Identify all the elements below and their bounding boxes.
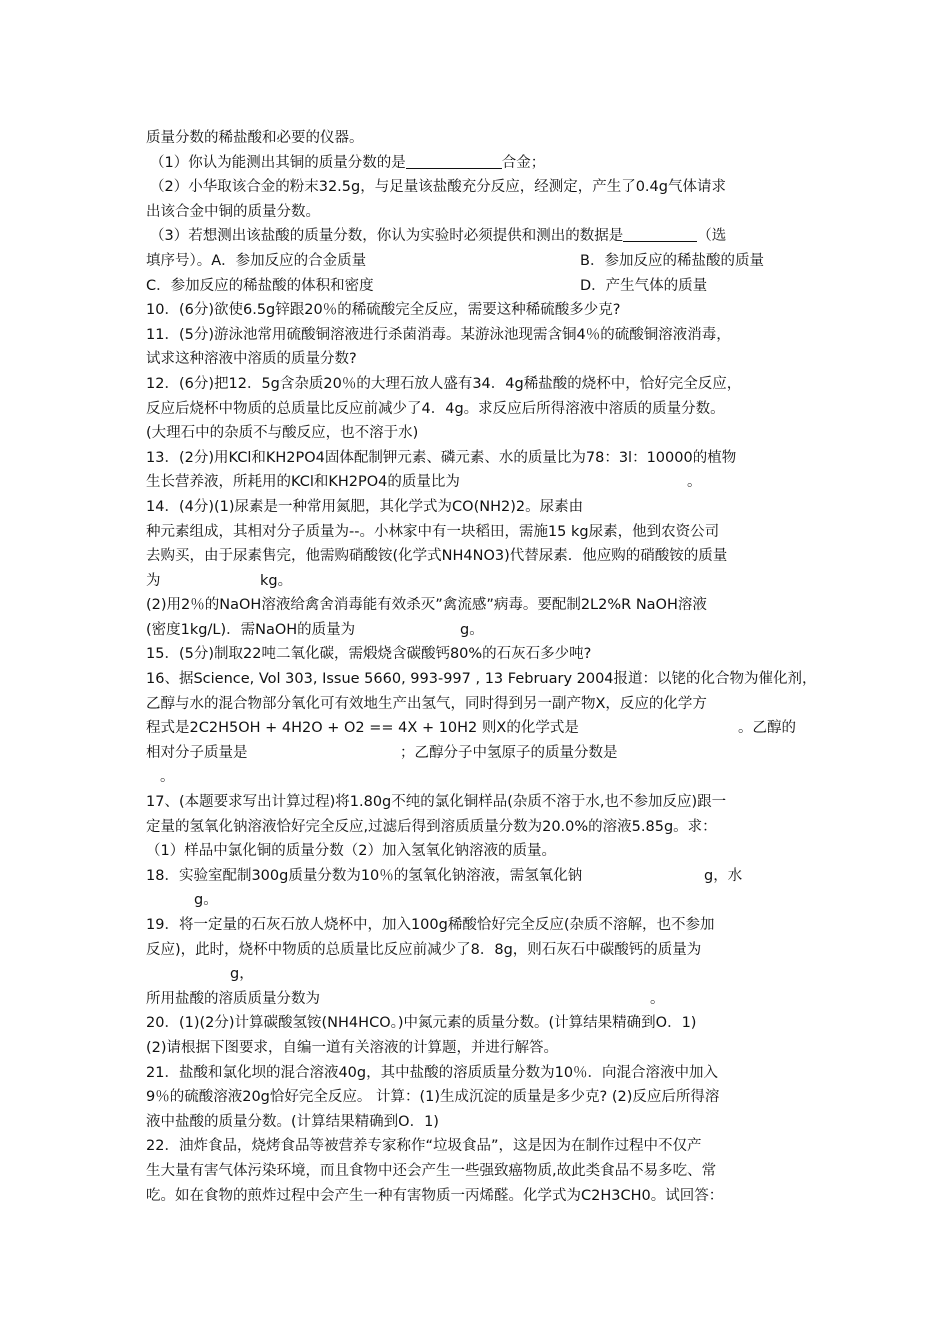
text-line: 。 xyxy=(160,769,175,786)
answer-blank xyxy=(406,152,502,169)
text-line: （2）小华取该合金的粉末32.5g，与足量该盐酸充分反应，经测定，产生了0.4g气体请求 xyxy=(150,179,726,196)
text-line: 20．(1)(2分)计算碳酸氢铵(NH4HCO。)中氮元素的质量分数。(计算结果精确到O．1) xyxy=(146,1015,697,1032)
text-line: 定量的氢氧化钠溶液恰好完全反应,过滤后得到溶质质量分数为20.0%的溶液5.85g。求： xyxy=(146,818,717,835)
text-line: 种元素组成，其相对分子质量为--。小林家中有一块稻田，需施15 kg尿素，他到农资公司 xyxy=(146,523,720,540)
text-line: 16、据Science, Vol 303, Issue 5660, 993-997 , 13 February 2004报道：以铑的化合物为催化剂， xyxy=(146,671,817,688)
text-line: g， xyxy=(230,966,254,983)
text-line: 相对分子质量是 ；乙醇分子中氢原子的质量分数是 xyxy=(146,744,618,761)
text-line: 所用盐酸的溶质质量分数为 。 xyxy=(146,990,665,1007)
text-line: (2)请根据下图要求，自编一道有关溶液的计算题，并进行解答。 xyxy=(146,1039,559,1056)
text-line: （3）若想测出该盐酸的质量分数，你认为实验时必须提供和测出的数据是 （选 xyxy=(146,224,814,249)
text-line: 反应)，此时，烧杯中物质的总质量比反应前减少了8．8g，则石灰石中碳酸钙的质量为 xyxy=(146,941,702,958)
document-body xyxy=(146,126,817,1208)
text-line: 试求这种溶液中溶质的质量分数? xyxy=(146,351,357,368)
text-line: (大理石中的杂质不与酸反应，也不溶于水) xyxy=(146,425,419,442)
text-line: （1）你认为能测出其铜的质量分数的是 合金； xyxy=(146,151,814,176)
text-line: 为 kg。 xyxy=(146,572,293,589)
text-line: 17、(本题要求写出计算过程)将1.80g不纯的氯化铜样品(杂质不溶于水,也不参加反应)跟一 xyxy=(146,794,727,811)
text-line: 程式是2C2H5OH + 4H2O + O2 == 4X + 10H2 则X的化学式是 。乙醇的 xyxy=(146,720,796,737)
text-line: 生大量有害气体污染环境，而且食物中还会产生一些强致癌物质,故此类食品不易多吃、常 xyxy=(146,1162,717,1179)
text-line: 12．(6分)把12．5g含杂质20％的大理石放人盛有34．4g稀盐酸的烧杯中，恰好完全反应， xyxy=(146,375,742,392)
text-line: 质量分数的稀盐酸和必要的仪器。 xyxy=(146,130,364,146)
text-line: 21．盐酸和氯化坝的混合溶液40g，其中盐酸的溶质质量分数为10％．向混合溶液中加入 xyxy=(146,1064,719,1081)
text-line: 15．(5分)制取22吨二氧化碳，需煅烧含碳酸钙80%的石灰石多少吨? xyxy=(146,646,592,663)
text-line: 反应后烧杯中物质的总质量比反应前减少了4．4g。求反应后所得溶液中溶质的质量分数。 xyxy=(146,400,725,417)
text-line: 乙醇与水的混合物部分氧化可有效地生产出氢气，同时得到另一副产物X，反应的化学方 xyxy=(146,695,707,712)
text-line: (密度1kg/L)．需NaOH的质量为 g。 xyxy=(146,621,484,638)
text-line: 液中盐酸的质量分数。(计算结果精确到O．1) xyxy=(146,1113,439,1130)
text-line: 出该合金中铜的质量分数。 xyxy=(146,203,320,220)
text-line: 18．实验室配制300g质量分数为10％的氢氧化钠溶液，需氢氧化钠 g，水 xyxy=(146,867,743,884)
text-line: 11．(5分)游泳池常用硫酸铜溶液进行杀菌消毒。某游泳池现需含铜4％的硫酸铜溶液消毒， xyxy=(146,326,731,343)
text-line: 22．油炸食品，烧烤食品等被营养专家称作“垃圾食品”，这是因为在制作过程中不仅产 xyxy=(146,1138,702,1155)
text-line: 去购买，由于尿素售完，他需购硝酸铵(化学式NH4NO3)代替尿素．他应购的硝酸铵的质量 xyxy=(146,548,728,565)
text-line: 吃。如在食物的煎炸过程中会产生一种有害物质一丙烯醛。化学式为C2H3CH0。试回答： xyxy=(146,1187,724,1204)
text-line: 填序号）。A．参加反应的合金质量 B．参加反应的稀盐酸的质量 xyxy=(146,252,764,269)
text-line: g。 xyxy=(194,892,218,909)
text-line: (2)用2％的NaOH溶液给禽舍消毒能有效杀灭”禽流感”病毒。要配制2L2%R NaOH溶液 xyxy=(146,597,707,614)
text-line: 生长营养液，所耗用的KCl和KH2PO4的质量比为 。 xyxy=(146,474,702,491)
text-line: 9％的硫酸溶液20g恰好完全反应。 计算：(1)生成沉淀的质量是多少克? (2)反应后所得溶 xyxy=(146,1089,720,1106)
text-line: 19．将一定量的石灰石放人烧杯中，加入100g稀酸恰好完全反应(杂质不溶解，也不参加 xyxy=(146,917,715,933)
text-line: （1）样品中氯化铜的质量分数（2）加入氢氧化钠溶液的质量。 xyxy=(146,843,556,860)
text-line: 13．(2分)用KCl和KH2PO4固体配制钾元素、磷元素、水的质量比为78：3l：10000的植物 xyxy=(146,449,737,466)
text-line: C．参加反应的稀盐酸的体积和密度 D．产生气体的质量 xyxy=(146,277,708,294)
text-line: 14．(4分)(1)尿素是一种常用氮肥，其化学式为CO(NH2)2。尿素由 xyxy=(146,498,584,515)
answer-blank xyxy=(623,225,697,242)
text-line: 10．(6分)欲使6.5g锌跟20％的稀硫酸完全反应，需要这种稀硫酸多少克? xyxy=(146,302,621,319)
